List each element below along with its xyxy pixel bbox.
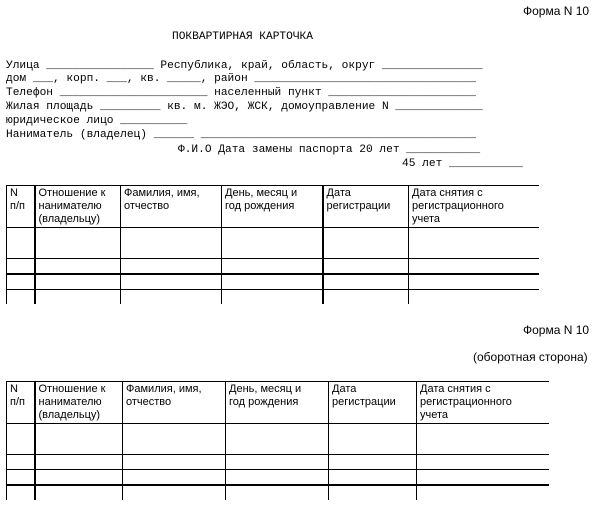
form-label-reverse: Форма N 10 — [523, 323, 590, 337]
table-row — [7, 228, 539, 259]
col-full-name: Фамилия, имя, отчество — [121, 186, 222, 228]
registration-table-reverse — [6, 381, 549, 500]
table-row — [7, 455, 549, 470]
col-registration-date: Дата регистрации — [329, 382, 417, 424]
table-row — [7, 290, 539, 305]
table-header-row — [7, 186, 539, 228]
table-row — [7, 470, 549, 486]
col-birth-date: День, месяц и год рождения — [222, 186, 323, 228]
col-birth-date: День, месяц и год рождения — [226, 382, 329, 424]
col-registration-date: Дата регистрации — [323, 186, 409, 228]
form-line-street: Улица ________________ Республика, край, область, округ _______________ — [6, 60, 483, 72]
table-row — [7, 259, 539, 275]
form-line-tenant: Наниматель (владелец) ______ _________________________________________ — [6, 129, 476, 141]
form-line-house: дом ___, корп. ___, кв. _____, район _________________________________ — [6, 73, 476, 85]
card-title: ПОКВАРТИРНАЯ КАРТОЧКА — [172, 31, 313, 43]
reverse-side-label: (оборотная сторона) — [473, 350, 588, 364]
table-row — [7, 274, 539, 290]
col-deregistration-date: Дата снятия с регистрационного учета — [417, 382, 549, 424]
col-number: N п/п — [7, 186, 35, 228]
form-line-legal-entity: юридическое лицо __________ — [6, 115, 188, 127]
registration-table-front — [6, 185, 539, 304]
table-row — [7, 424, 549, 455]
col-full-name: Фамилия, имя, отчество — [123, 382, 226, 424]
col-relation: Отношение к нанимателю (владельцу) — [35, 382, 123, 424]
form-line-passport-45: 45 лет ___________ — [402, 158, 523, 170]
table-header-row — [7, 382, 549, 424]
form-line-phone: Телефон ______________________ населенный пункт ______________________ — [6, 87, 476, 99]
form-label: Форма N 10 — [523, 4, 590, 18]
col-deregistration-date: Дата снятия с регистрационного учета — [409, 186, 539, 228]
col-relation: Отношение к нанимателю (владельцу) — [35, 186, 121, 228]
table-row — [7, 485, 549, 500]
form-line-passport-20: Ф.И.О Дата замены паспорта 20 лет ___________ — [178, 144, 481, 156]
form-line-area: Жилая площадь _________ кв. м. ЖЭО, ЖСК, домоуправление N _____________ — [6, 101, 483, 113]
col-number: N п/п — [7, 382, 35, 424]
